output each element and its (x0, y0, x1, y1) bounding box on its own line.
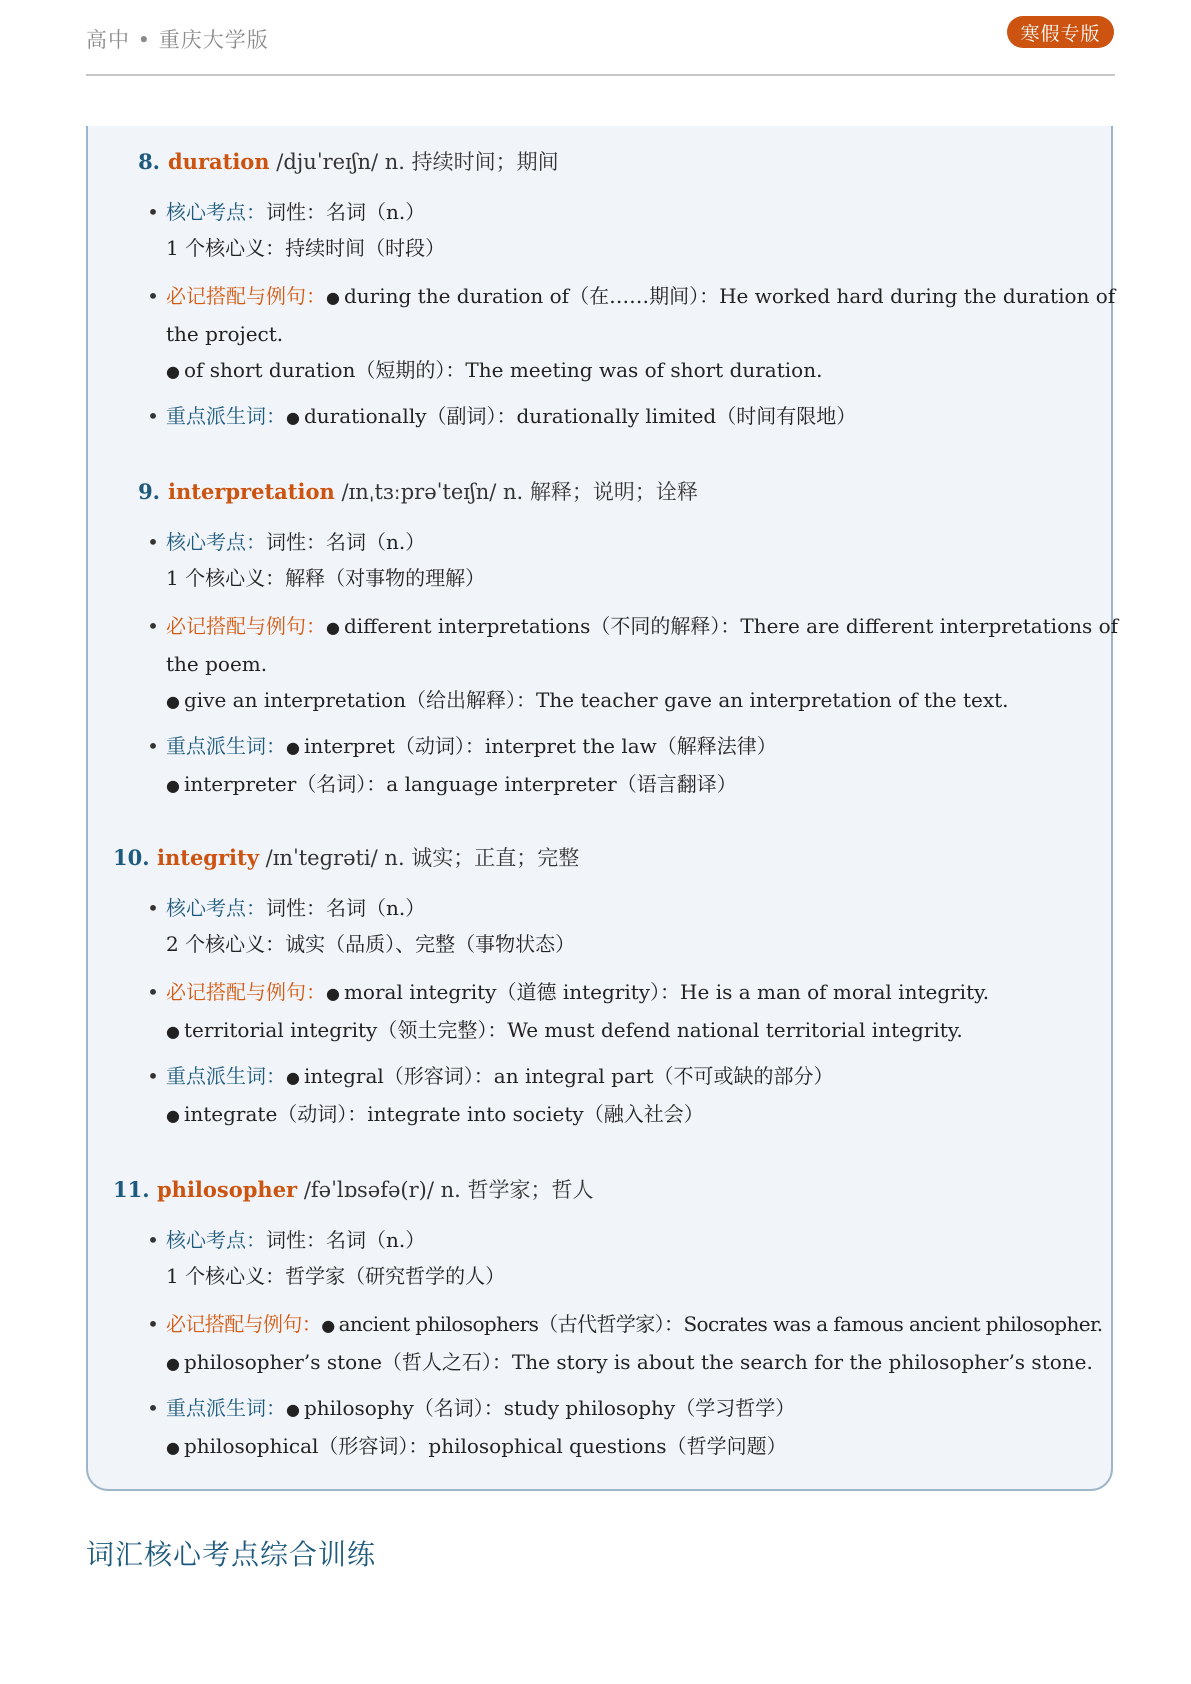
core-section (147, 194, 1076, 266)
entry-definition: n. 诚实；正直；完整 (384, 846, 580, 870)
collocation-line: of short duration（短期的）：The meeting was of short duration. (183, 358, 823, 382)
entry-phonetic: /fəˈlɒsəfə(r)/ (303, 1178, 434, 1202)
derivative-section (147, 1058, 1076, 1134)
core-line: 词性：名词（n.） (266, 896, 426, 920)
collocation-label: 必记搭配与例句： (166, 980, 326, 1004)
entry-word: interpretation (168, 479, 335, 504)
bullet-icon: • (147, 530, 159, 554)
dot-icon: ● (326, 288, 340, 307)
header-title: 高中 • 重庆大学版 (86, 28, 269, 52)
collocation-section (147, 974, 1076, 1050)
derivative-label: 重点派生词： (166, 404, 286, 428)
bullet-icon: • (147, 734, 159, 758)
derivative-section (147, 398, 1076, 436)
collocation-section (147, 608, 1119, 720)
core-section (147, 1222, 1076, 1294)
derivative-label: 重点派生词： (166, 1396, 286, 1420)
derivative-line: integral（形容词）：an integral part（不可或缺的部分） (303, 1064, 834, 1088)
dot-icon: ● (166, 776, 180, 795)
dot-icon: ● (286, 1400, 300, 1419)
collocation-label: 必记搭配与例句： (166, 614, 326, 638)
entry-word: integrity (157, 845, 259, 870)
core-label: 核心考点： (166, 896, 266, 920)
bullet-icon: • (147, 980, 159, 1004)
edition-badge: 寒假专版 (1007, 16, 1114, 48)
derivative-label: 重点派生词： (166, 1064, 286, 1088)
entry-heading (113, 1174, 594, 1204)
collocation-line: territorial integrity（领土完整）：We must defend national territorial integrity. (183, 1018, 963, 1042)
entry-word: duration (168, 149, 270, 174)
entry-word: philosopher (157, 1177, 298, 1202)
bullet-icon: • (147, 1228, 159, 1252)
bullet-icon: • (147, 1396, 159, 1420)
entry-heading (113, 842, 579, 872)
header-divider (86, 74, 1115, 76)
collocation-label: 必记搭配与例句： (166, 284, 326, 308)
collocation-line: the project. (166, 322, 284, 346)
section-title: 词汇核心考点综合训练 (86, 1538, 377, 1571)
entry-number: 11. (113, 1177, 150, 1202)
derivative-line: interpreter（名词）：a language interpreter（语言翻译） (183, 772, 737, 796)
derivative-line: interpret（动词）：interpret the law（解释法律） (303, 734, 777, 758)
bullet-icon: • (147, 896, 159, 920)
bullet-icon: • (147, 284, 159, 308)
dot-icon: ● (166, 1022, 180, 1041)
entry-number: 10. (113, 845, 150, 870)
dot-icon: ● (321, 1316, 335, 1335)
core-label: 核心考点： (166, 1228, 266, 1252)
collocation-line: during the duration of（在……期间）：He worked hard during the duration of (343, 284, 1116, 308)
collocation-line: philosopher’s stone（哲人之石）：The story is about the search for the philosopher’s stone. (183, 1350, 1093, 1374)
bullet-icon: • (147, 1064, 159, 1088)
dot-icon: ● (166, 692, 180, 711)
dot-icon: ● (326, 984, 340, 1003)
entry-phonetic: /ɪnˌtɜːprəˈteɪʃn/ (341, 480, 497, 504)
dot-icon: ● (286, 1068, 300, 1087)
entry-phonetic: /ɪnˈteɡrəti/ (265, 846, 378, 870)
vocabulary-box (86, 126, 1119, 1491)
dot-icon: ● (166, 1354, 180, 1373)
core-line: 1 个核心义：解释（对事物的理解） (166, 566, 486, 590)
bullet-icon: • (147, 614, 159, 638)
bullet-icon: • (147, 404, 159, 428)
derivative-section (147, 728, 1076, 804)
entry-number: 8. (138, 149, 160, 174)
entry-definition: n. 解释；说明；诠释 (502, 480, 698, 504)
collocation-line: ancient philosophers（古代哲学家）：Socrates was a famous ancient philosopher. (338, 1312, 1103, 1336)
collocation-section (147, 1306, 1103, 1382)
entry-heading (124, 146, 559, 176)
core-line: 词性：名词（n.） (266, 1228, 426, 1252)
entry-phonetic: /djuˈreɪʃn/ (276, 150, 379, 174)
collocation-label: 必记搭配与例句： (166, 1312, 322, 1336)
core-section (147, 524, 1076, 596)
collocation-line: the poem. (166, 652, 268, 676)
collocation-line: moral integrity（道德 integrity）：He is a man of moral integrity. (343, 980, 990, 1004)
dot-icon: ● (166, 1438, 180, 1457)
core-line: 词性：名词（n.） (266, 200, 426, 224)
core-line: 词性：名词（n.） (266, 530, 426, 554)
derivative-line: integrate（动词）：integrate into society（融入社会） (183, 1102, 704, 1126)
entry-definition: n. 持续时间；期间 (384, 150, 559, 174)
derivative-line: durationally（副词）：durationally limited（时间有限地） (303, 404, 857, 428)
core-label: 核心考点： (166, 530, 266, 554)
dot-icon: ● (166, 1106, 180, 1125)
derivative-label: 重点派生词： (166, 734, 286, 758)
bullet-icon: • (147, 200, 159, 224)
core-section (147, 890, 1076, 962)
collocation-line: different interpretations（不同的解释）：There are different interpretations of (343, 614, 1119, 638)
core-line: 1 个核心义：哲学家（研究哲学的人） (166, 1264, 506, 1288)
core-line: 2 个核心义：诚实（品质）、完整（事物状态） (166, 932, 576, 956)
derivative-section (147, 1390, 1076, 1466)
bullet-icon: • (147, 1312, 159, 1336)
core-line: 1 个核心义：持续时间（时段） (166, 236, 446, 260)
collocation-line: give an interpretation（给出解释）：The teacher gave an interpretation of the text. (183, 688, 1009, 712)
derivative-line: philosophical（形容词）：philosophical questions（哲学问题） (183, 1434, 787, 1458)
dot-icon: ● (166, 362, 180, 381)
collocation-section (147, 278, 1116, 390)
entry-definition: n. 哲学家；哲人 (440, 1178, 594, 1202)
dot-icon: ● (326, 618, 340, 637)
entry-heading (124, 476, 698, 506)
derivative-line: philosophy（名词）：study philosophy（学习哲学） (303, 1396, 796, 1420)
dot-icon: ● (286, 738, 300, 757)
core-label: 核心考点： (166, 200, 266, 224)
entry-number: 9. (138, 479, 160, 504)
dot-icon: ● (286, 408, 300, 427)
